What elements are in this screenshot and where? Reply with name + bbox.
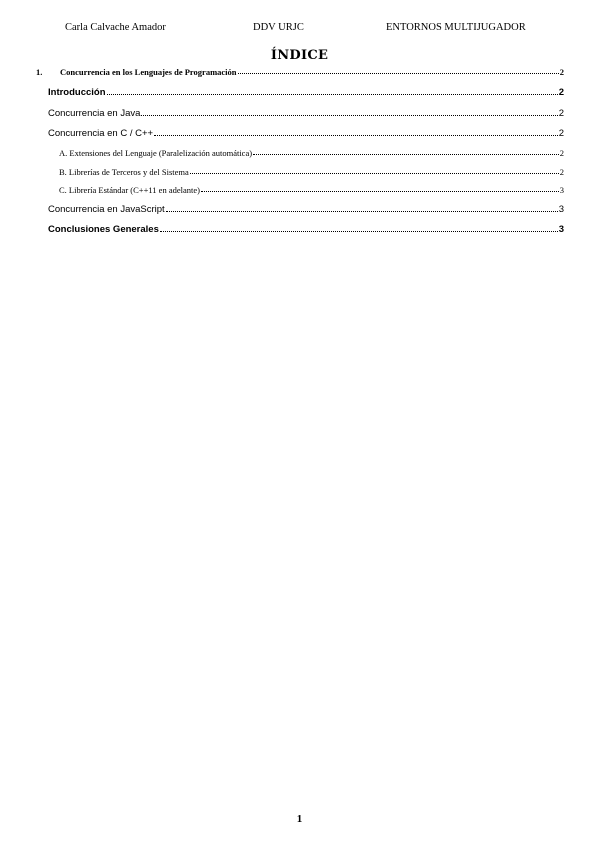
toc-entry-introduccion[interactable] (48, 87, 564, 98)
page-number: 1 (296, 813, 303, 825)
header-subject: ENTORNOS MULTIJUGADOR (386, 22, 526, 33)
toc-entry-page: 3 (558, 224, 564, 235)
toc-entry-java[interactable] (48, 108, 564, 119)
toc-leader-dots (253, 154, 559, 155)
toc-entry-label: Concurrencia en los Lenguajes de Programación (60, 67, 237, 77)
toc-leader-dots (190, 173, 559, 174)
toc-entry-page: 2 (558, 87, 564, 98)
toc-entry-label: Introducción (48, 87, 106, 98)
toc-entry-label: Concurrencia en Java (48, 108, 141, 119)
toc-entry-librerias-terceros[interactable] (59, 167, 564, 177)
toc-entry-page: 2 (559, 67, 564, 77)
toc-entry-libreria-estandar[interactable] (59, 185, 564, 195)
toc-entry-c-cpp[interactable] (48, 128, 564, 139)
toc-leader-dots (141, 115, 557, 116)
toc-entry-page: 2 (559, 167, 564, 177)
toc-entry-page: 3 (558, 204, 564, 215)
toc-leader-dots (238, 73, 559, 74)
toc-entry-conclusiones[interactable] (48, 224, 564, 235)
header-course: DDV URJC (253, 22, 304, 33)
toc-leader-dots (154, 135, 558, 136)
toc-entry-label: Conclusiones Generales (48, 224, 159, 235)
header-author: Carla Calvache Amador (65, 22, 166, 33)
toc-entry-page: 2 (558, 128, 564, 139)
toc-leader-dots (166, 211, 558, 212)
toc-leader-dots (201, 191, 559, 192)
toc-leader-dots (107, 94, 558, 95)
page-title: ÍNDICE (270, 48, 329, 63)
page-header (0, 22, 599, 36)
toc-leader-dots (160, 231, 558, 232)
toc-entry-javascript[interactable] (48, 204, 564, 215)
toc-entry-page: 3 (559, 185, 564, 195)
toc-entry-page: 2 (558, 108, 564, 119)
toc-entry-label: B. Librerías de Terceros y del Sistema (59, 167, 189, 177)
toc-entry-extensiones[interactable] (59, 148, 564, 158)
toc-entry-chapter-1[interactable] (36, 67, 564, 77)
toc-entry-label: C. Librería Estándar (C++11 en adelante) (59, 185, 200, 195)
toc-entry-page: 2 (559, 148, 564, 158)
toc-entry-label: Concurrencia en C / C++ (48, 128, 154, 139)
toc-entry-number: 1. (36, 67, 43, 77)
toc-entry-label: Concurrencia en JavaScript (48, 204, 165, 215)
toc-entry-label: A. Extensiones del Lenguaje (Paralelización automática) (59, 148, 253, 158)
